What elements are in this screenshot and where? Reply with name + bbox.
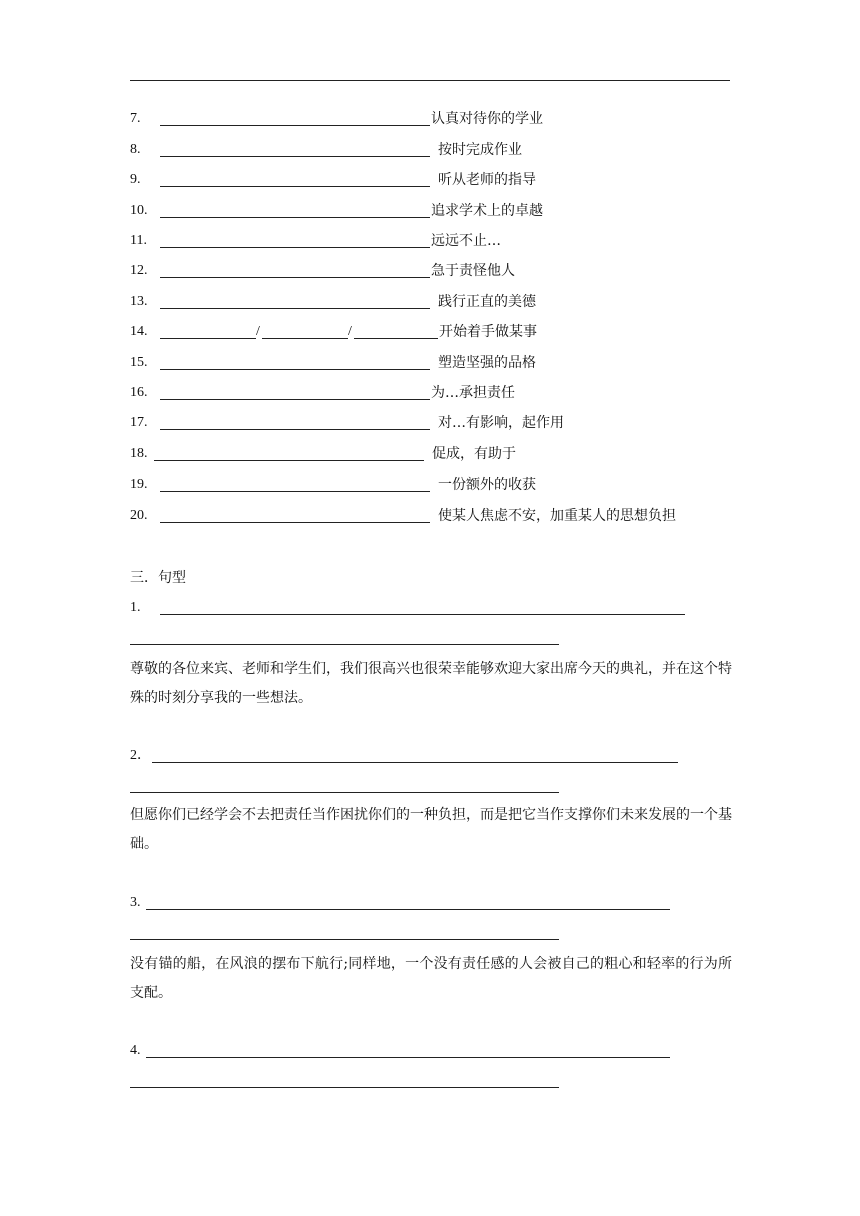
answer-blank[interactable] [130,644,559,645]
header-rule [130,80,730,81]
answer-blank[interactable] [130,939,559,940]
item-number: 14. [130,324,148,339]
chinese-prompt: 使某人焦虑不安，加重某人的思想负担 [438,508,676,524]
answer-blank[interactable] [160,614,685,615]
item-number: 19. [130,477,148,492]
answer-blank[interactable] [160,277,430,278]
sentence-prompt: 但愿你们已经学会不去把责任当作困扰你们的一种负担，而是把它当作支撑你们未来发展的一个基础。 [130,807,732,852]
chinese-prompt: 认真对待你的学业 [431,111,543,127]
section-title: 三．句型 [130,570,186,586]
item-number: 17. [130,415,148,430]
item-number: 8. [130,142,141,157]
answer-blank[interactable] [146,1057,670,1058]
item-number: 2． [130,748,151,763]
sentence-prompt: 尊敬的各位来宾、老师和学生们，我们很高兴也很荣幸能够欢迎大家出席今天的典礼，并在这个特殊的时刻分享我的一些想法。 [130,661,732,706]
answer-blank[interactable] [160,186,430,187]
chinese-prompt: 为…承担责任 [431,385,515,401]
item-number: 4. [130,1043,141,1058]
answer-blank[interactable] [160,369,430,370]
answer-blank[interactable] [160,399,430,400]
item-number: 16. [130,385,148,400]
chinese-prompt: 按时完成作业 [438,142,522,158]
chinese-prompt: 一份额外的收获 [438,477,536,493]
answer-blank[interactable] [160,522,430,523]
answer-blank[interactable] [160,156,430,157]
answer-blank[interactable] [130,792,559,793]
item-number: 3. [130,895,141,910]
chinese-prompt: 开始着手做某事 [439,324,537,340]
item-number: 13. [130,294,148,309]
chinese-prompt: 塑造坚强的品格 [438,355,536,371]
chinese-prompt: 急于责怪他人 [431,263,515,279]
chinese-prompt: 追求学术上的卓越 [431,203,543,219]
item-number: 20. [130,508,148,523]
answer-blank[interactable] [146,909,670,910]
answer-blank[interactable] [262,338,348,339]
chinese-prompt: 践行正直的美德 [438,294,536,310]
answer-blank[interactable] [160,429,430,430]
chinese-prompt: 促成，有助于 [432,446,516,462]
item-number: 11. [130,233,147,248]
answer-blank[interactable] [354,338,438,339]
answer-blank[interactable] [160,338,256,339]
answer-blank[interactable] [160,247,430,248]
slash-separator: / [348,324,352,339]
chinese-prompt: 远远不止… [431,233,501,249]
answer-blank[interactable] [160,125,430,126]
chinese-prompt: 听从老师的指导 [438,172,536,188]
item-number: 10. [130,203,148,218]
item-number: 18. [130,446,148,461]
chinese-prompt: 对…有影响，起作用 [438,415,564,431]
item-number: 9. [130,172,141,187]
answer-blank[interactable] [160,217,430,218]
answer-blank[interactable] [154,460,424,461]
answer-blank[interactable] [152,762,678,763]
item-number: 15. [130,355,148,370]
item-number: 1. [130,600,141,615]
item-number: 7. [130,111,141,126]
item-number: 12. [130,263,148,278]
answer-blank[interactable] [130,1087,559,1088]
answer-blank[interactable] [160,308,430,309]
sentence-prompt: 没有锚的船，在风浪的摆布下航行;同样地，一个没有责任感的人会被自己的粗心和轻率的行为所支配。 [130,956,732,1001]
slash-separator: / [256,324,260,339]
answer-blank[interactable] [160,491,430,492]
